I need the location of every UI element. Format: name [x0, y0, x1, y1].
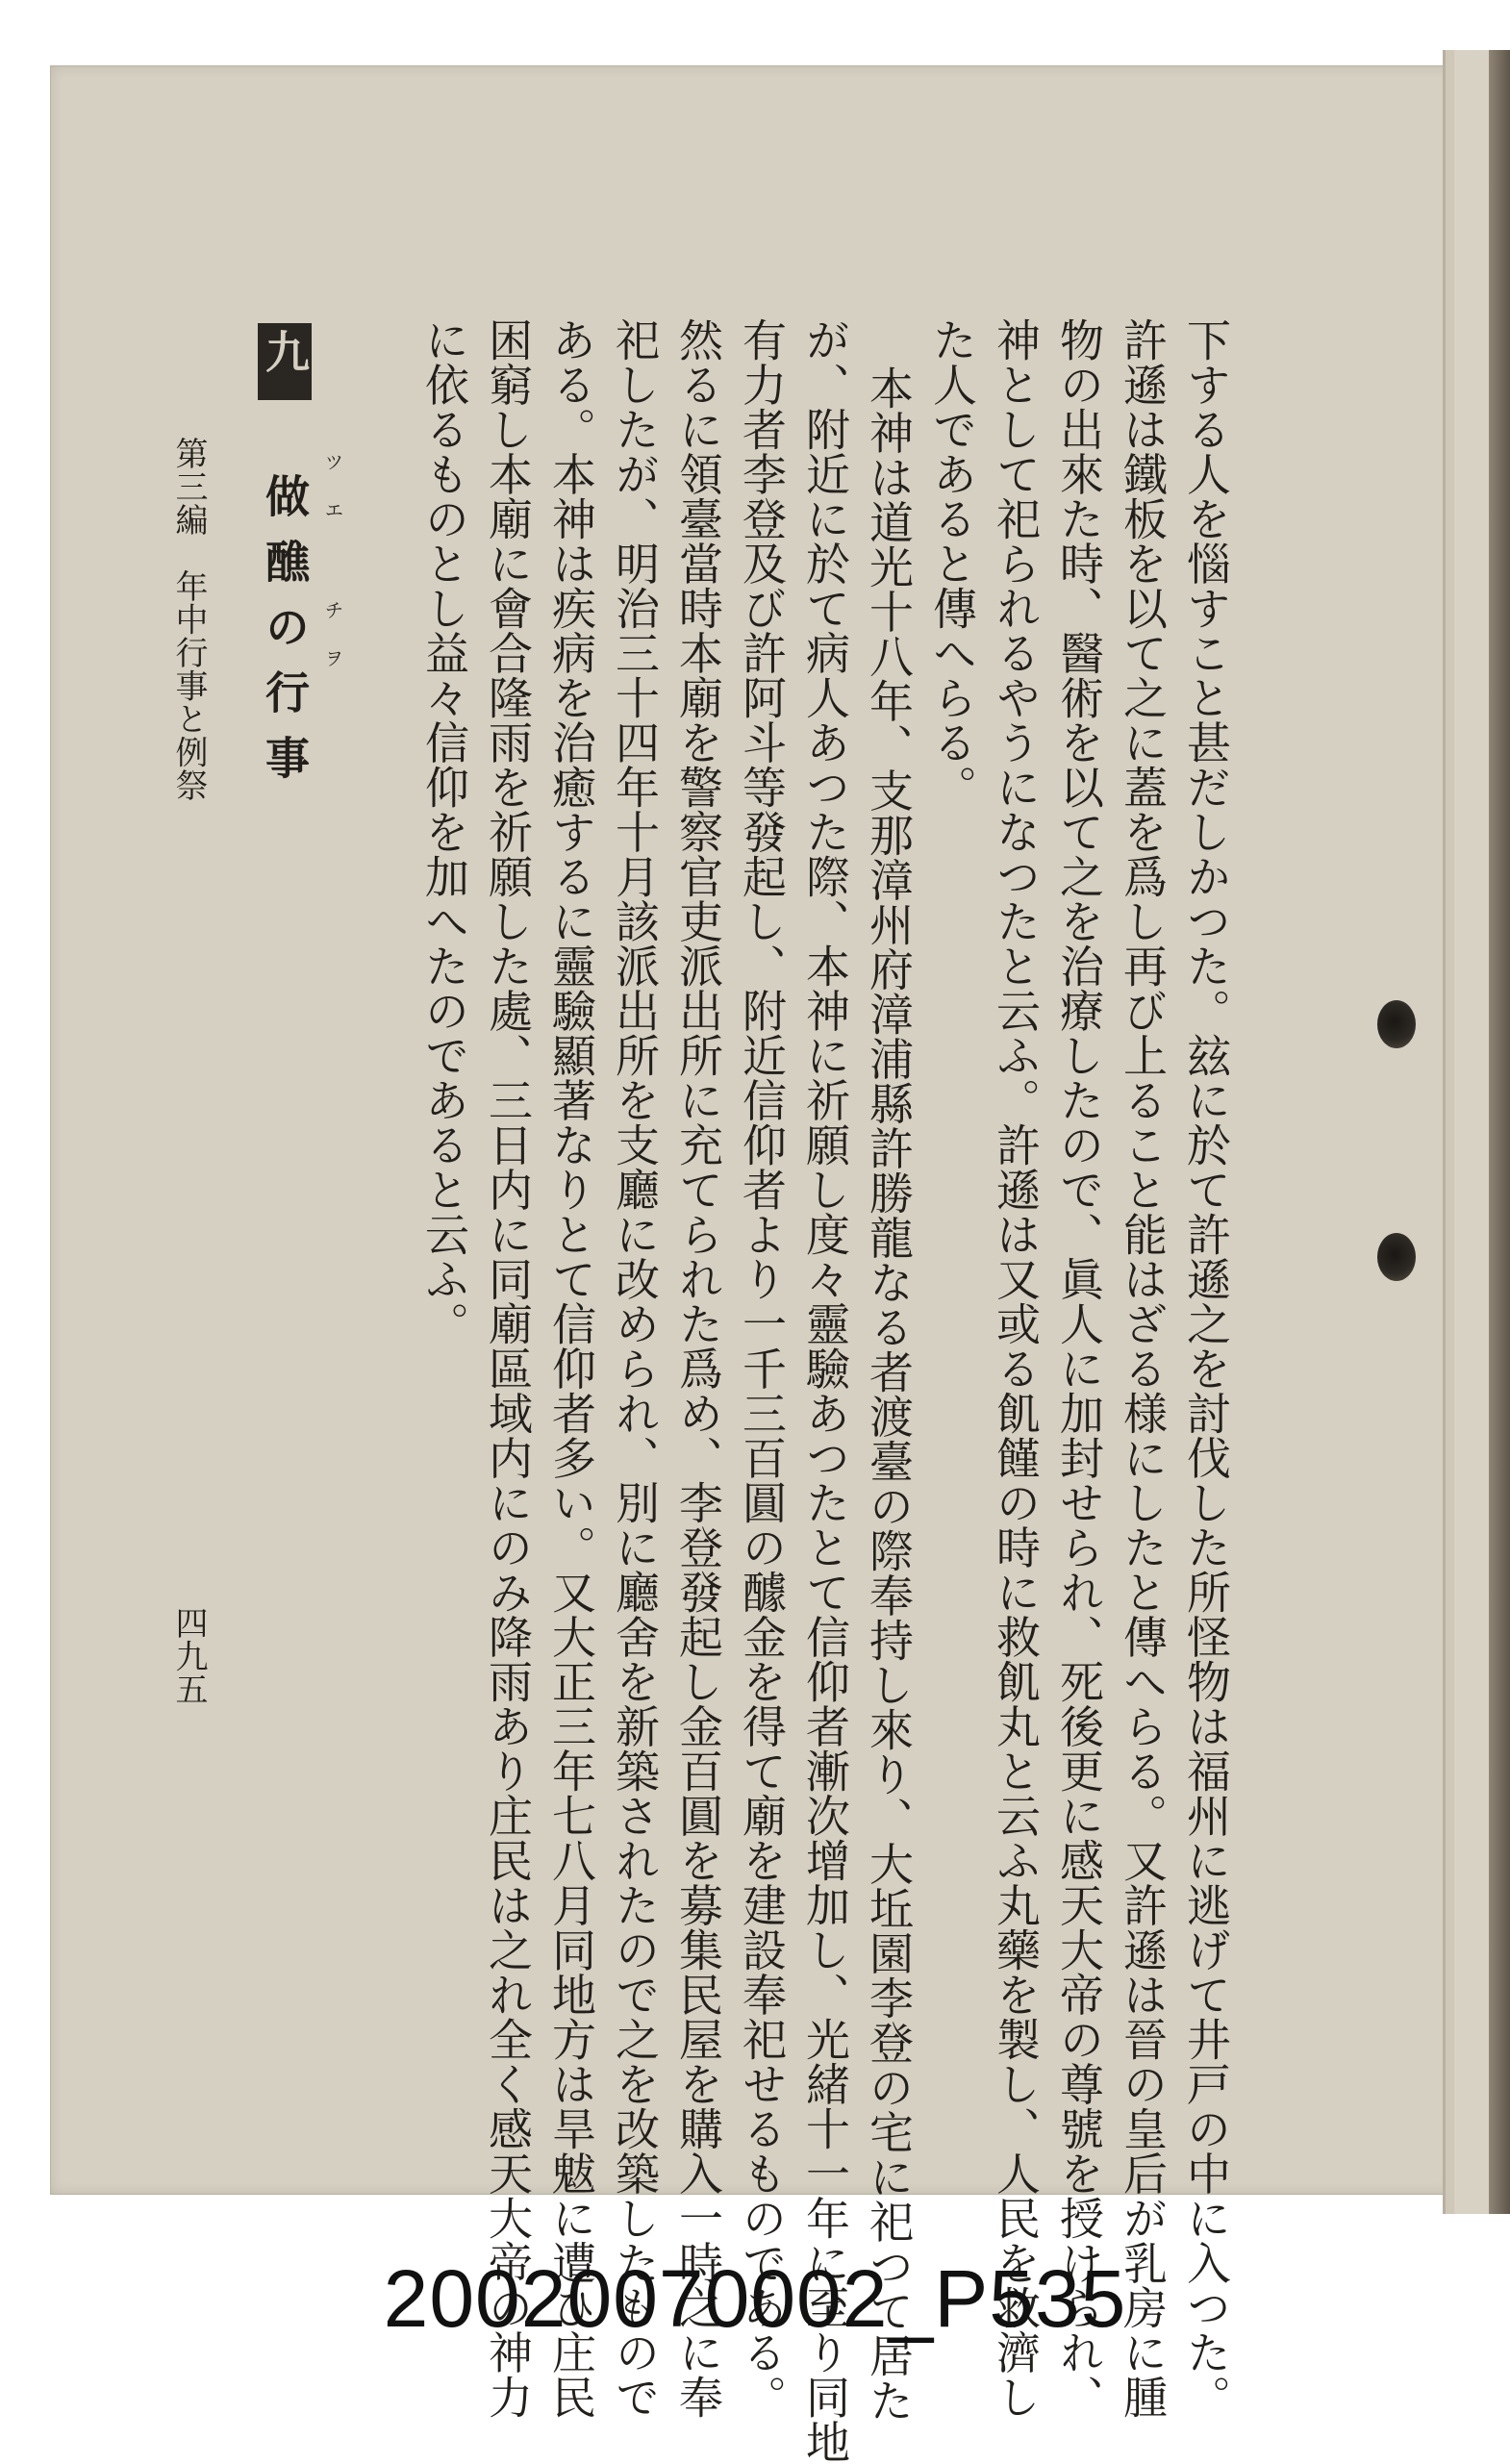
- section-heading: [258, 323, 312, 800]
- heading-ruby: ツエ チヲ: [321, 452, 344, 696]
- running-head: 第三編 年中行事と例祭: [169, 437, 208, 802]
- binding-hole: [1377, 1233, 1416, 1281]
- text-column: 本神は道光十八年、支那漳州府漳浦縣許勝龍なる者渡臺の際奉持し來り、大坵園李登の宅に祀つて居た: [863, 365, 915, 2423]
- page-number: 四九五: [169, 1606, 208, 1706]
- text-column: 困窮し本廟に會合隆雨を祈願した處、三日内に同廟區域内にのみ降雨あり庄民は之れ全く感天大帝の神力: [482, 317, 534, 2420]
- section-number: 九: [258, 323, 312, 400]
- text-column: 有力者李登及び許阿斗等發起し、附近信仰者より一千三百圓の醵金を得て廟を建設奉祀せるものである。: [736, 317, 788, 2420]
- text-column: ある。本神は疾病を治癒するに靈驗顯著なりとて信仰者多い。又大正三年七八月同地方は旱魃に遭ひ庄民: [545, 317, 597, 2420]
- text-column: 祀したが、明治三十四年十月該派出所を支廳に改められ、別に廳舍を新築されたので之を改築したもので: [609, 317, 661, 2420]
- text-column: 然るに領臺當時本廟を警察官吏派出所に充てられた爲め、李登發起し金百圓を募集民屋を購入一時之に奉: [672, 317, 724, 2420]
- text-column: が、附近に於て病人あつた際、本神に祈願し度々靈驗あつたとて信仰者漸次增加し、光緒十一年に至り同地: [799, 317, 851, 2464]
- text-column: 許遜は鐵板を以て之に蓋を爲し再び上ること能はざる様にしたと傳へらる。又許遜は晉の皇后が乳房に腫: [1117, 317, 1169, 2420]
- text-column: 神として祀られるやうになつたと云ふ。許遜は又或る飢饉の時に救飢丸と云ふ丸藥を製し、人民を救濟し: [990, 317, 1042, 2420]
- image-caption: 20020070002_P535: [383, 2253, 1127, 2344]
- text-column: に依るものとし益々信仰を加へたのであると云ふ。: [418, 317, 470, 1346]
- binding-hole: [1377, 1000, 1416, 1048]
- text-column: 物の出來た時、醫術を以て之を治療したので、眞人に加封せられ、死後更に感天大帝の尊號を授けられ、: [1053, 317, 1105, 2420]
- binding-shadow: [1489, 50, 1510, 2214]
- facing-page-strip: [1454, 50, 1493, 2214]
- text-column: 下する人を惱すこと甚だしかつた。玆に於て許遜之を討伐した所怪物は福州に逃げて井戸の中に入つた。: [1180, 317, 1232, 2420]
- text-column: た人であると傳へらる。: [926, 317, 978, 810]
- section-title: 做醮の行事: [259, 473, 311, 800]
